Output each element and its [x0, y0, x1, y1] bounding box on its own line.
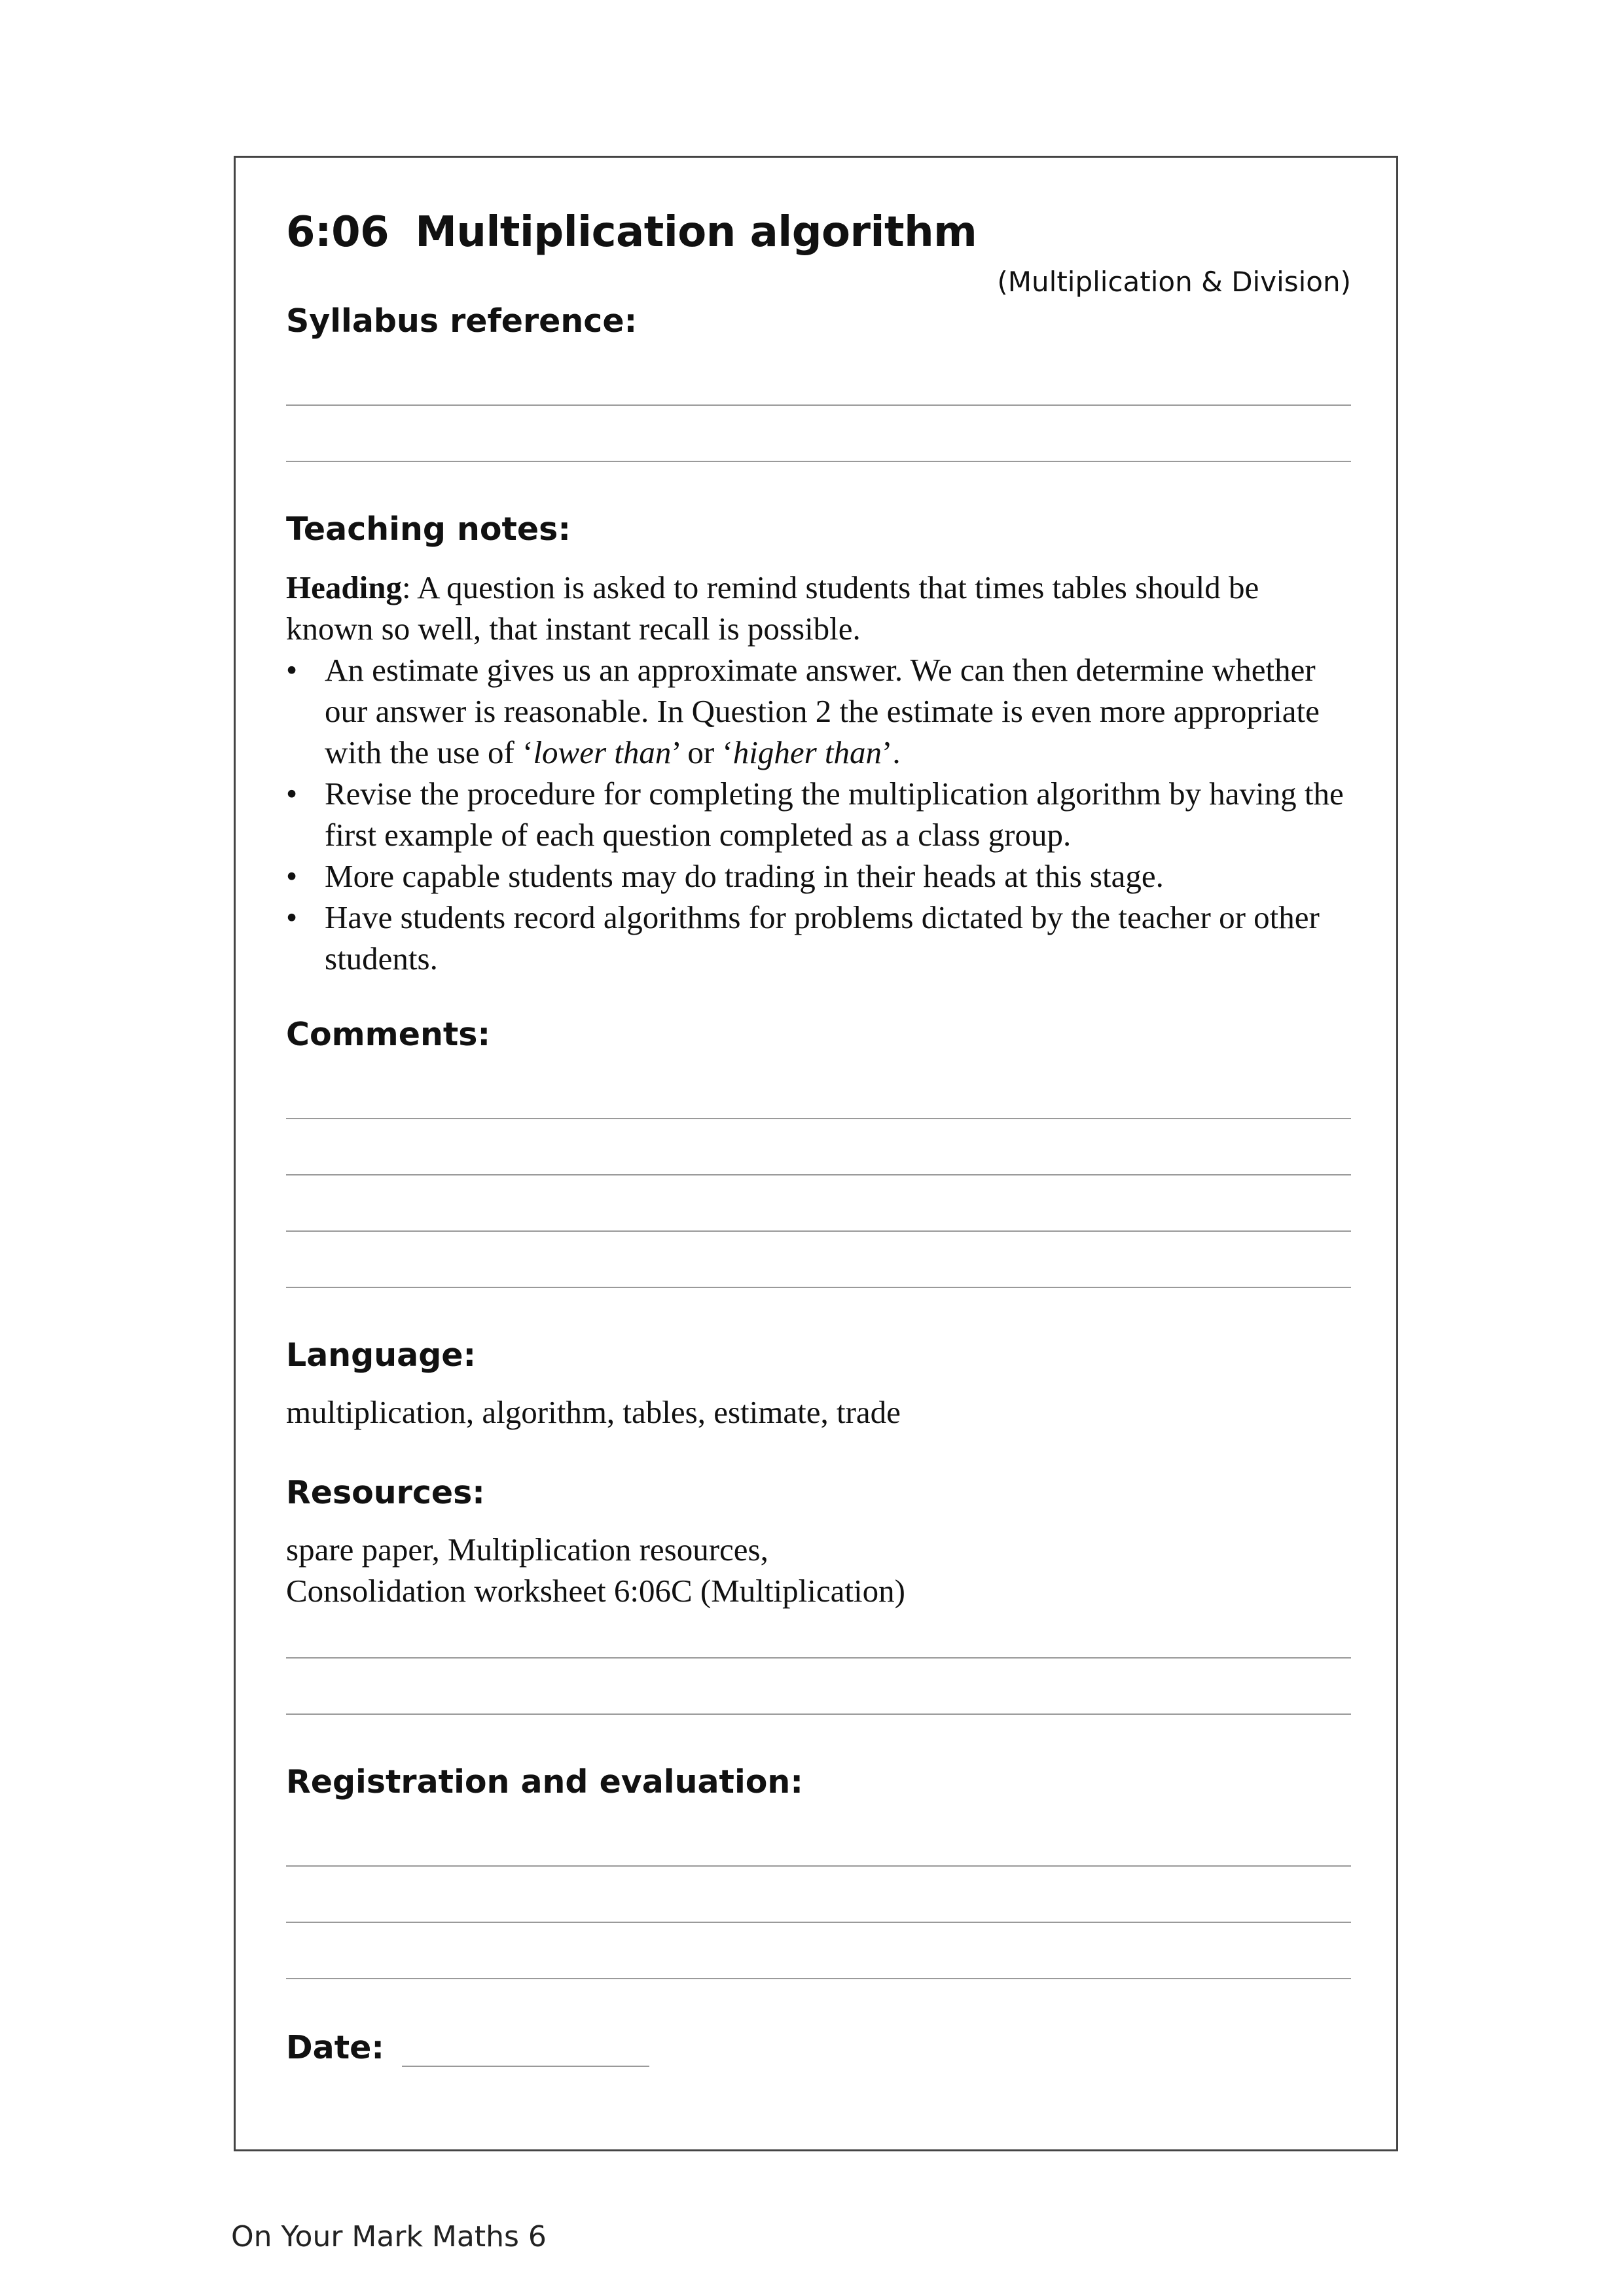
intro-text: : A question is asked to remind students that times tables should be known so well, that instant recall is possible.: [286, 569, 1259, 647]
date-field-line: [402, 2066, 649, 2067]
page-title: [286, 208, 977, 257]
bullet-text: Revise the procedure for completing the multiplication algorithm by having the first example of each question completed as a class group.: [325, 776, 1344, 853]
list-item: [286, 897, 1351, 979]
syllabus-heading: Syllabus reference:: [286, 302, 638, 340]
intro-bold: Heading: [286, 569, 402, 605]
resources-line-blank-2: [286, 1713, 1351, 1715]
comments-line-1: [286, 1118, 1351, 1119]
list-item: [286, 773, 1351, 855]
emphasis-text: higher than: [732, 734, 882, 770]
bullet-text: ’ or ‘: [671, 734, 733, 770]
section-title: Multiplication algorithm: [415, 208, 977, 257]
bullet-text: More capable students may do trading in their heads at this stage.: [325, 858, 1164, 894]
registration-line-1: [286, 1865, 1351, 1867]
bullet-icon: •: [286, 776, 298, 812]
registration-line-2: [286, 1922, 1351, 1923]
comments-line-3: [286, 1230, 1351, 1232]
section-number: 6:06: [286, 208, 389, 257]
teaching-notes-intro: [286, 567, 1351, 649]
resources-heading: Resources:: [286, 1474, 485, 1511]
footer-book-title: On Your Mark Maths 6: [231, 2220, 547, 2253]
teaching-notes-heading: Teaching notes:: [286, 511, 571, 548]
resources-text: [286, 1529, 1351, 1611]
comments-line-2: [286, 1174, 1351, 1175]
bullet-icon: •: [286, 899, 298, 935]
syllabus-line-2: [286, 461, 1351, 462]
registration-heading: Registration and evaluation:: [286, 1763, 803, 1801]
topic-subtitle: (Multiplication & Division): [997, 266, 1351, 298]
language-heading: Language:: [286, 1336, 477, 1374]
syllabus-line-1: [286, 404, 1351, 406]
list-item: [286, 855, 1351, 897]
page-frame: [234, 156, 1398, 2151]
bullet-text: Have students record algorithms for problems dictated by the teacher or other students.: [325, 899, 1320, 977]
bullet-text: An estimate gives us an approximate answer. We can then determine whether our answer is reasonable. In Question 2 the estimate is even more appropriate with the use of ‘: [325, 652, 1320, 770]
language-text: multiplication, algorithm, tables, estimate, trade: [286, 1394, 901, 1430]
registration-line-3: [286, 1978, 1351, 1979]
bullet-icon: •: [286, 858, 298, 894]
teaching-notes-list: [286, 649, 1351, 979]
comments-line-4: [286, 1287, 1351, 1288]
bullet-text: ’.: [882, 734, 901, 770]
teaching-notes-body: [286, 567, 1351, 979]
emphasis-text: lower than: [533, 734, 672, 770]
date-label: Date:: [286, 2029, 384, 2066]
resources-line-2: Consolidation worksheet 6:06C (Multiplication): [286, 1573, 905, 1609]
resources-line-1: spare paper, Multiplication resources,: [286, 1532, 768, 1568]
comments-heading: Comments:: [286, 1016, 491, 1053]
resources-line-blank-1: [286, 1657, 1351, 1659]
bullet-icon: •: [286, 652, 298, 688]
list-item: [286, 649, 1351, 773]
